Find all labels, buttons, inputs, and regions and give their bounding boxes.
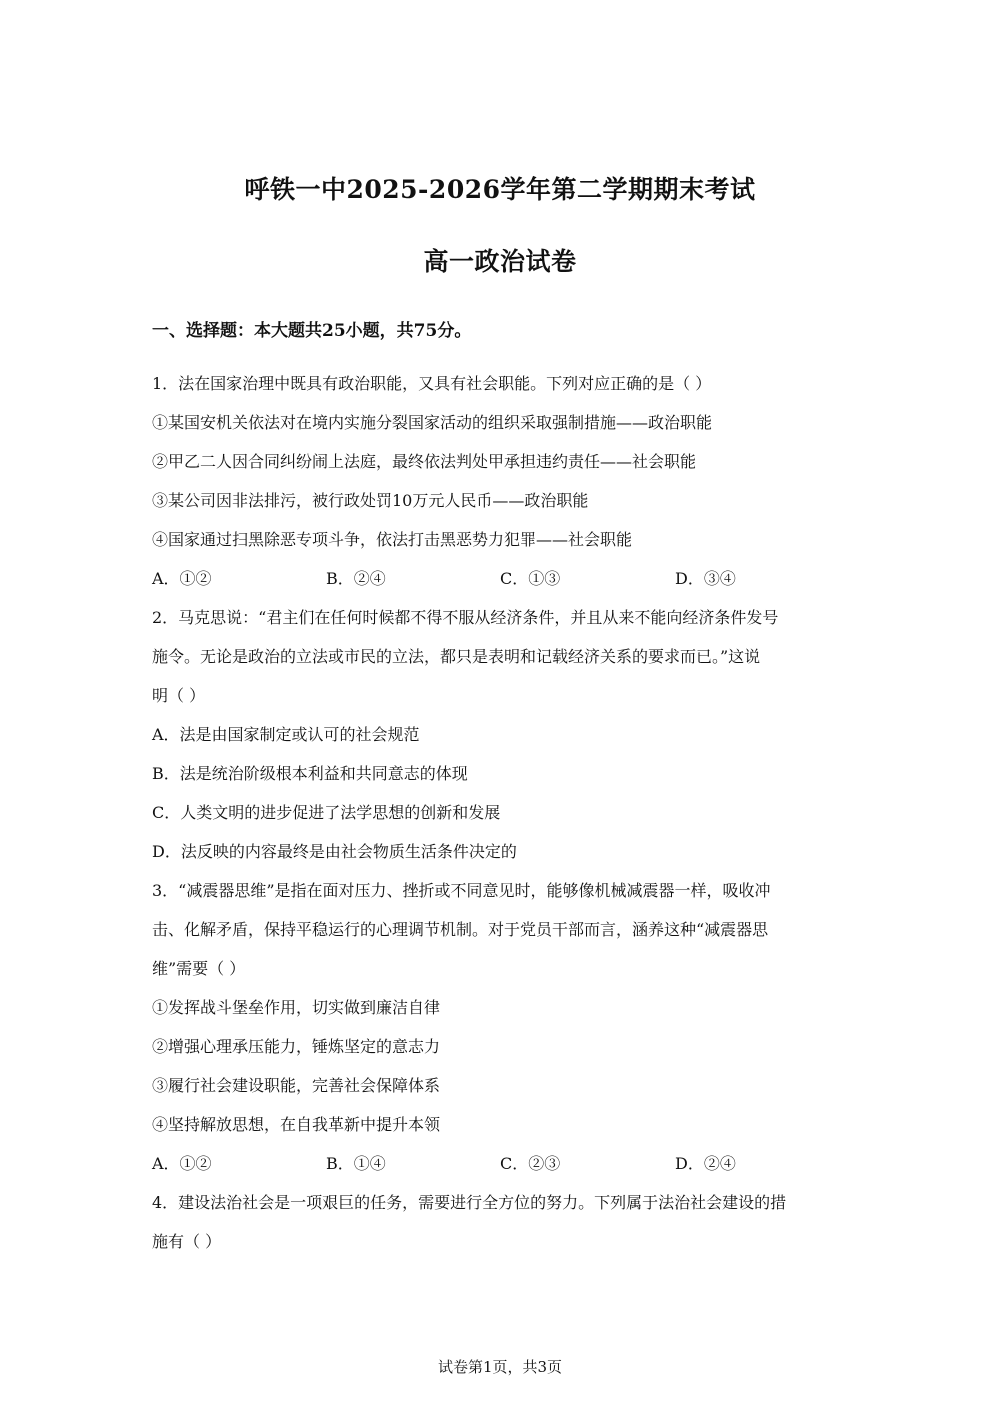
question-2-option-b: B．法是统治阶级根本利益和共同意志的体现 [152, 764, 468, 783]
question-3-option-b: B．①④ [326, 1154, 386, 1173]
question-4-stem-line-2: 施有（ ） [152, 1232, 222, 1251]
question-1-statement-3: ③某公司因非法排污，被行政处罚10万元人民币——政治职能 [152, 491, 589, 510]
exam-subtitle: 高一政治试卷 [423, 247, 577, 276]
question-3-stem-line-2: 击、化解矛盾，保持平稳运行的心理调节机制。对于党员干部而言，涵养这种“减震器思 [152, 920, 769, 939]
question-2-option-a: A．法是由国家制定或认可的社会规范 [152, 725, 420, 744]
exam-title: 呼铁一中2025-2026学年第二学期期末考试 [244, 175, 756, 204]
question-3-stem-line-3: 维”需要（ ） [152, 959, 246, 978]
question-2-option-c: C．人类文明的进步促进了法学思想的创新和发展 [152, 803, 501, 822]
section-heading: 一、选择题：本大题共25小题，共75分。 [152, 321, 472, 341]
question-3-statement-4: ④坚持解放思想，在自我革新中提升本领 [152, 1115, 441, 1134]
question-1-stem: 1．法在国家治理中既具有政治职能，又具有社会职能。下列对应正确的是（ ） [152, 374, 712, 393]
page-footer: 试卷第1页，共3页 [437, 1358, 563, 1376]
question-1-option-d: D．③④ [675, 569, 736, 588]
question-3-option-a: A．①② [152, 1154, 212, 1173]
question-2-option-d: D．法反映的内容最终是由社会物质生活条件决定的 [152, 842, 517, 861]
question-3-option-d: D．②④ [675, 1154, 736, 1173]
question-1-option-a: A．①② [152, 569, 212, 588]
question-2-stem-line-2: 施令。无论是政治的立法或市民的立法，都只是表明和记载经济关系的要求而已。”这说 [152, 647, 761, 666]
question-3-statement-2: ②增强心理承压能力，锤炼坚定的意志力 [152, 1037, 441, 1056]
question-1-statement-4: ④国家通过扫黑除恶专项斗争，依法打击黑恶势力犯罪——社会职能 [152, 530, 633, 549]
question-3-statement-3: ③履行社会建设职能，完善社会保障体系 [152, 1076, 441, 1095]
question-3-statement-1: ①发挥战斗堡垒作用，切实做到廉洁自律 [152, 998, 441, 1017]
question-2-stem-line-3: 明（ ） [152, 686, 206, 705]
question-1-statement-1: ①某国安机关依法对在境内实施分裂国家活动的组织采取强制措施——政治职能 [152, 413, 713, 432]
question-4-stem-line-1: 4．建设法治社会是一项艰巨的任务，需要进行全方位的努力。下列属于法治社会建设的措 [152, 1193, 787, 1212]
question-1-statement-2: ②甲乙二人因合同纠纷闹上法庭，最终依法判处甲承担违约责任——社会职能 [152, 452, 697, 471]
question-1-option-b: B．②④ [326, 569, 386, 588]
question-3-option-c: C．②③ [500, 1154, 561, 1173]
question-2-stem-line-1: 2．马克思说：“君主们在任何时候都不得不服从经济条件，并且从来不能向经济条件发号 [152, 608, 779, 627]
question-3-stem-line-1: 3．“减震器思维”是指在面对压力、挫折或不同意见时，能够像机械减震器一样，吸收冲 [152, 881, 771, 900]
question-1-option-c: C．①③ [500, 569, 561, 588]
